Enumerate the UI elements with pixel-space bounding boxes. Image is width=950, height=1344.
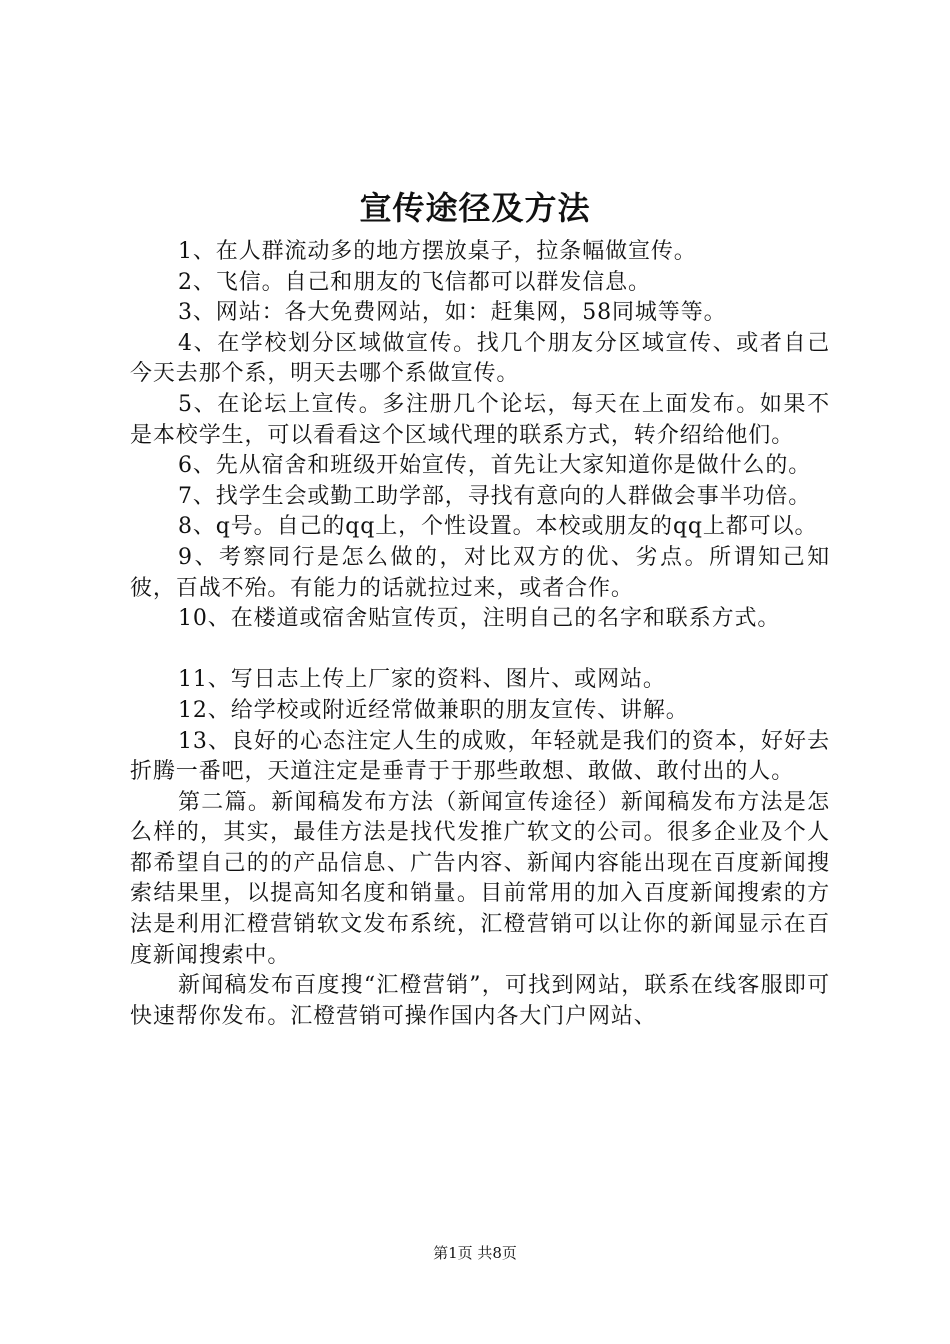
paragraph-11: 11、写日志上传上厂家的资料、图片、或网站。 [178,667,666,693]
paragraph-7: 7、找学生会或勤工助学部，寻找有意向的人群做会事半功倍。 [178,483,812,509]
paragraph-8: 8、q号。自己的qq上，个性设置。本校或朋友的qq上都可以。 [178,514,818,540]
paragraph-10: 10、在楼道或宿舍贴宣传页，注明自己的名字和联系方式。 [178,606,781,632]
paragraph-13: 13、良好的心态注定人生的成败，年轻就是我们的资本，好好去折腾一番吧，天道注定是垂青于于那些敢想、敢做、敢付出的人。 [130,728,830,785]
paragraph-9: 9、考察同行是怎么做的，对比双方的优、劣点。所谓知己知彼，百战不殆。有能力的话就拉过来，或者合作。 [130,544,830,601]
paragraph-second-article: 第二篇。新闻稿发布方法（新闻宣传途径）新闻稿发布方法是怎么样的，其实，最佳方法是找代发推广软文的公司。很多企业及个人都希望自己的的产品信息、广告内容、新闻内容能出现在百度新闻搜索结果里，以提高知名度和销量。目前常用的加入百度新闻搜索的方法是利用汇橙营销软文发布系统，汇橙营销可以让你的新闻显示在百度新闻搜索中。 [130,789,830,968]
paragraph-6: 6、先从宿舍和班级开始宣传，首先让大家知道你是做什么的。 [178,453,812,479]
paragraph-12: 12、给学校或附近经常做兼职的朋友宣传、讲解。 [178,697,689,723]
document-title: 宣传途径及方法 [359,189,591,227]
paragraph-publish-guide: 新闻稿发布百度搜“汇橙营销”，可找到网站，联系在线客服即可快速帮你发布。汇橙营销可操作国内各大门户网站、 [130,973,830,1029]
blank-line [130,635,830,666]
paragraph-3: 3、网站：各大免费网站，如：赶集网，58同城等等。 [178,300,727,326]
paragraph-5: 5、在论坛上宣传。多注册几个论坛，每天在上面发布。如果不是本校学生，可以看看这个区域代理的联系方式，转介绍给他们。 [130,391,830,448]
page-footer: 第1页 共8页 [433,1244,517,1262]
document-body [130,237,830,1032]
paragraph-1: 1、在人群流动多的地方摆放桌子，拉条幅做宣传。 [178,239,697,264]
paragraph-4: 4、在学校划分区域做宣传。找几个朋友分区域宣传、或者自己今天去那个系，明天去哪个系做宣传。 [130,330,830,387]
paragraph-2: 2、飞信。自己和朋友的飞信都可以群发信息。 [178,269,651,295]
